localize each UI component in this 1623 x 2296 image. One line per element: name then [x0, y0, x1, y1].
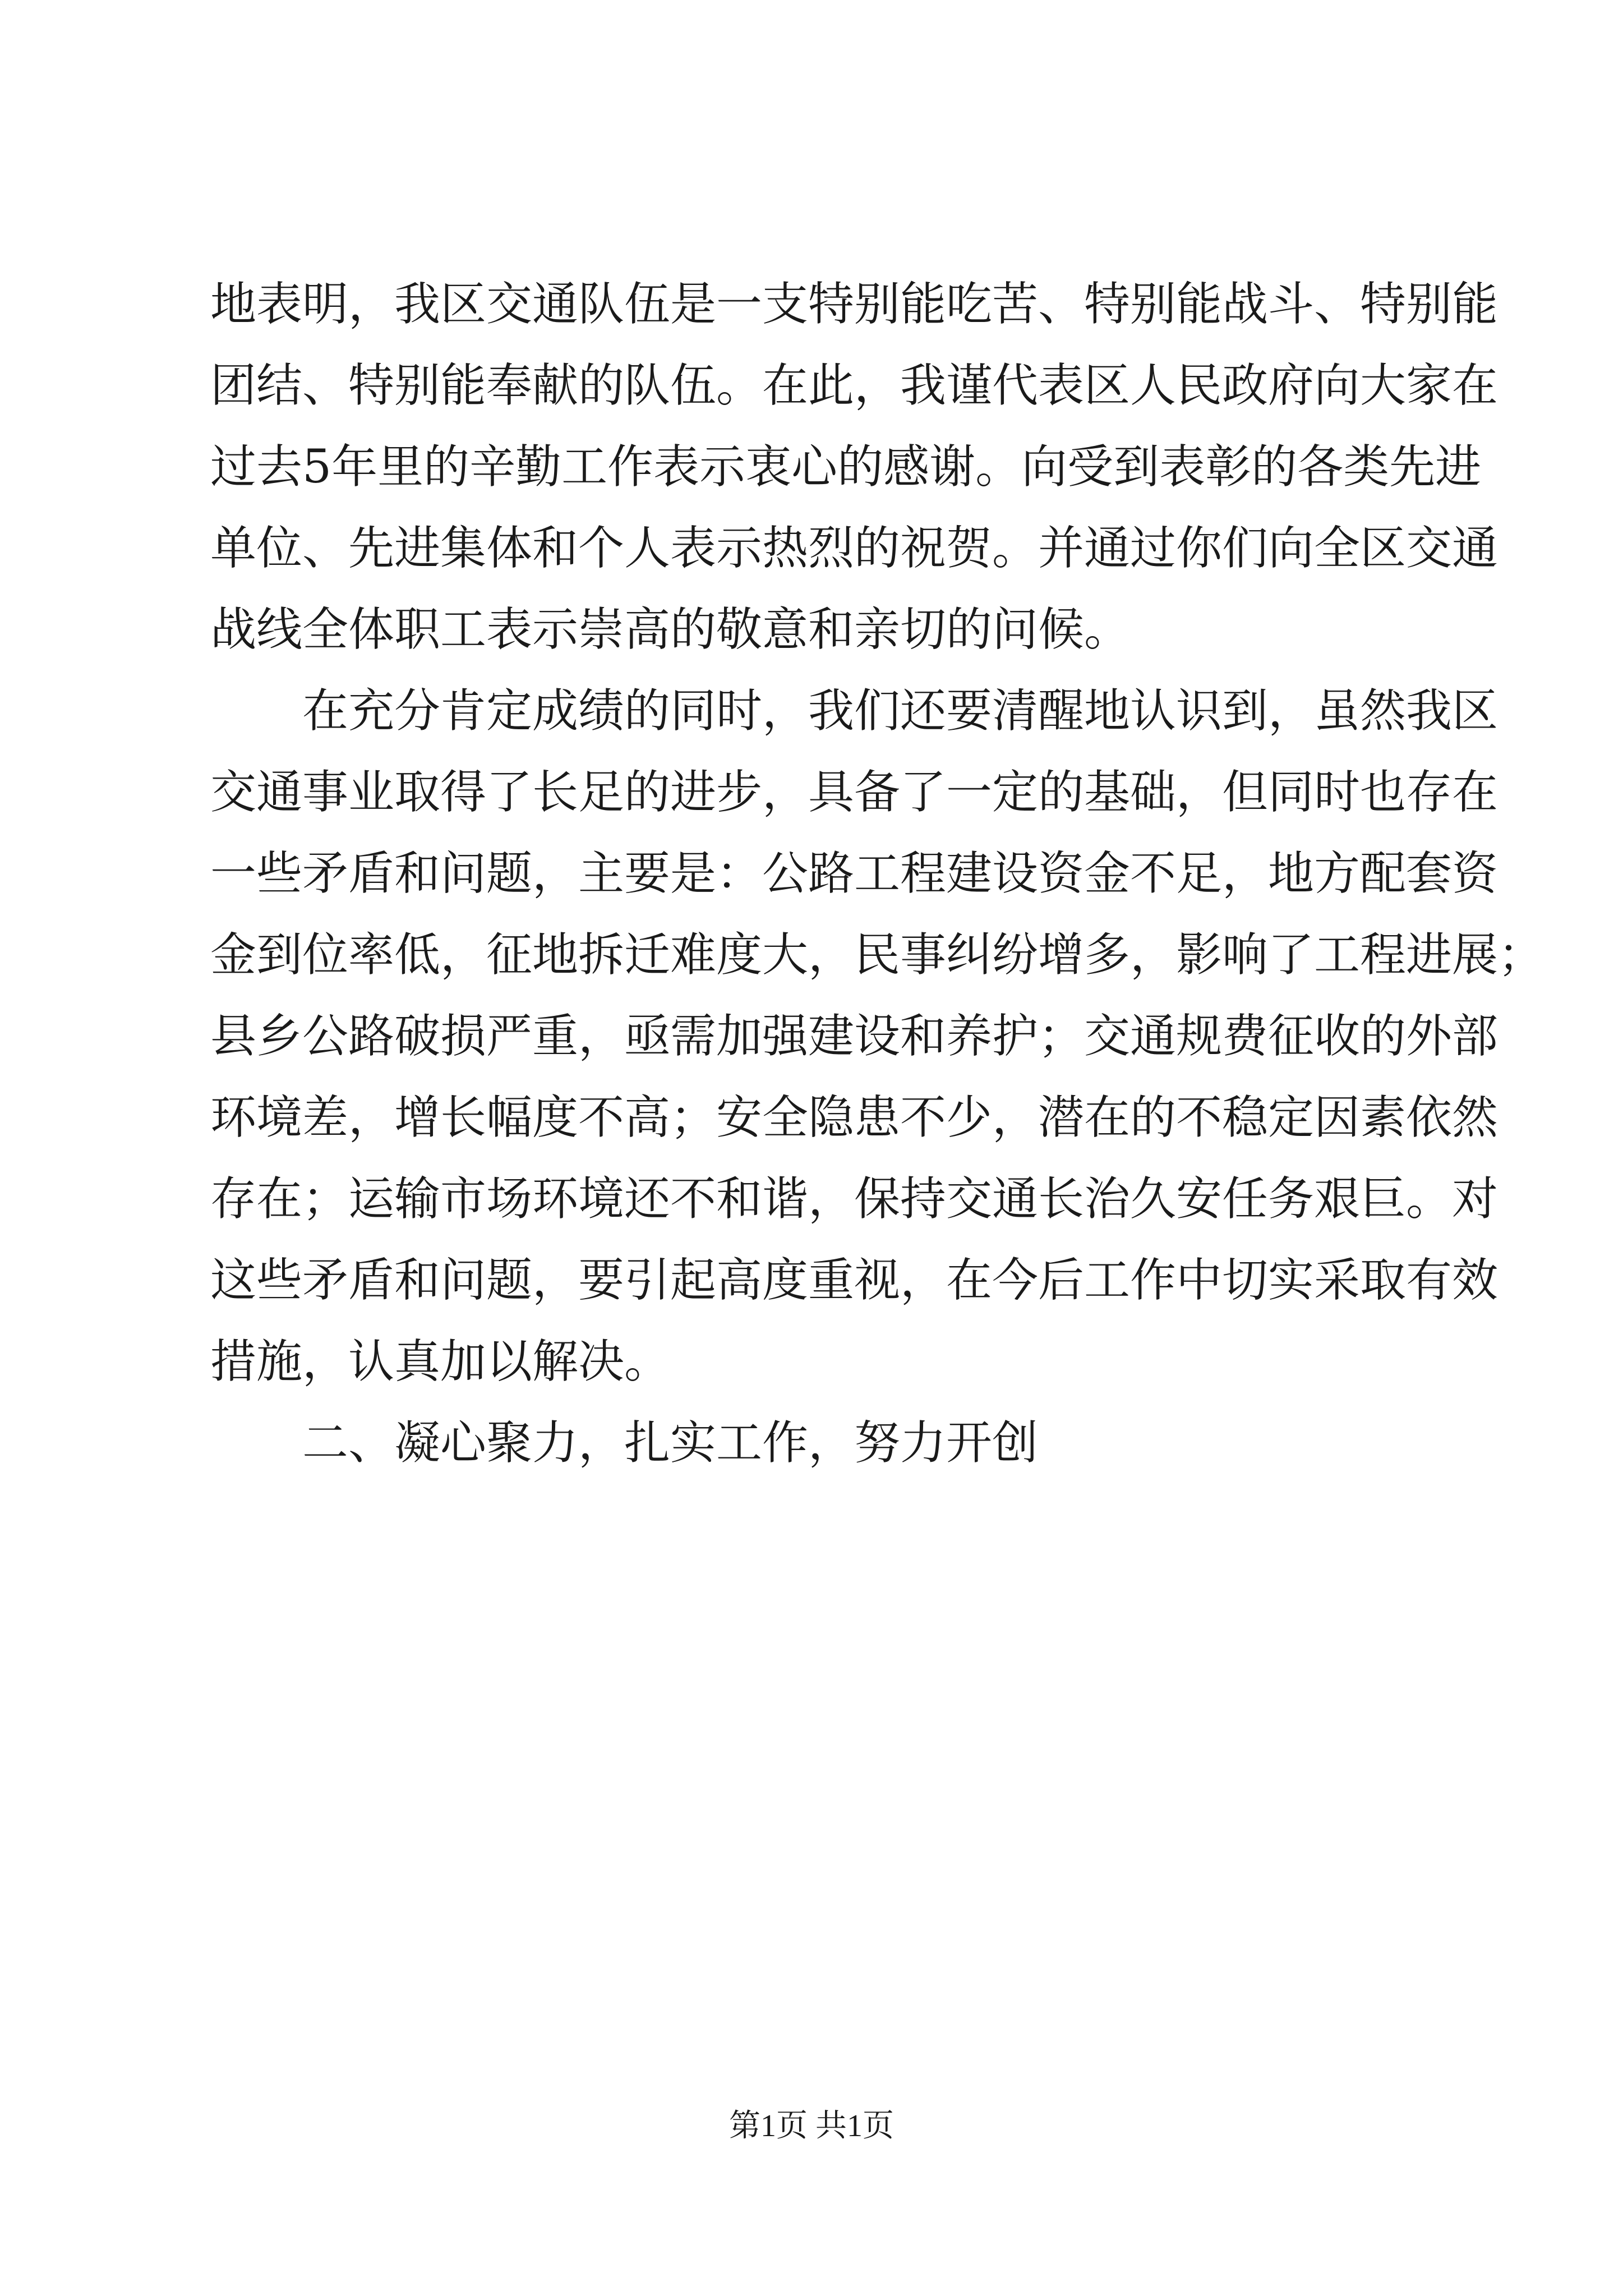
paragraph-line: 存在；运输市场环境还不和谐，保持交通长治久安任务艰巨。对 — [210, 1172, 1498, 1226]
paragraph-line: 金到位率低，征地拆迁难度大，民事纠纷增多，影响了工程进展； — [210, 928, 1544, 982]
paragraph-line: 措施，认真加以解决。 — [210, 1335, 671, 1388]
paragraph-line: 交通事业取得了长足的进步，具备了一定的基础，但同时也存在 — [210, 766, 1498, 819]
paragraph-line: 一些矛盾和问题，主要是：公路工程建设资金不足，地方配套资 — [210, 847, 1498, 900]
paragraph-1 — [210, 264, 1498, 670]
paragraph-line: 过去5年里的辛勤工作表示衷心的感谢。向受到表彰的各类先进 — [210, 440, 1482, 494]
document-body — [210, 264, 1544, 1484]
paragraph-line: 在充分肯定成绩的同时，我们还要清醒地认识到，虽然我区 — [302, 684, 1498, 738]
page-number: 第1页 共1页 — [729, 2109, 894, 2143]
paragraph-line: 这些矛盾和问题，要引起高度重视，在今后工作中切实采取有效 — [210, 1254, 1498, 1307]
page-footer — [0, 2104, 1623, 2148]
paragraph-line: 团结、特别能奉献的队伍。在此，我谨代表区人民政府向大家在 — [210, 359, 1498, 412]
paragraph-line: 县乡公路破损严重，亟需加强建设和养护；交通规费征收的外部 — [210, 1010, 1498, 1063]
paragraph-line: 战线全体职工表示崇高的敬意和亲切的问候。 — [210, 603, 1131, 656]
paragraph-line: 地表明，我区交通队伍是一支特别能吃苦、特别能战斗、特别能 — [210, 278, 1498, 331]
section-heading — [210, 1402, 1422, 1484]
paragraph-line: 单位、先进集体和个人表示热烈的祝贺。并通过你们向全区交通 — [210, 522, 1498, 575]
paragraph-2 — [210, 670, 1544, 1402]
paragraph-line: 环境差，增长幅度不高；安全隐患不少，潜在的不稳定因素依然 — [210, 1091, 1498, 1144]
section-heading-text: 二、凝心聚力，扎实工作，努力开创 — [302, 1416, 1039, 1470]
